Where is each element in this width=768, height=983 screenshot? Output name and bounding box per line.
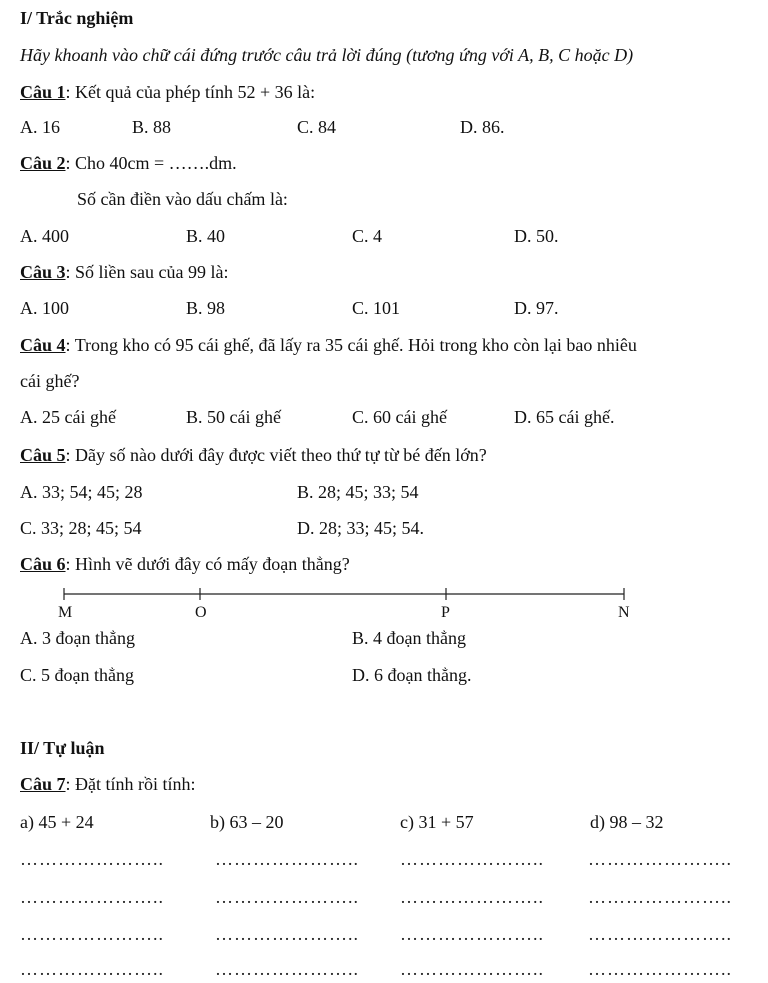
option-c[interactable]: C. 5 đoạn thẳng	[20, 665, 134, 685]
point-label-p: P	[441, 604, 450, 621]
answer-line[interactable]: …………………..	[400, 887, 544, 907]
answer-line[interactable]: …………………..	[20, 849, 164, 869]
question-label: Câu 6	[20, 554, 66, 574]
answer-line[interactable]: …………………..	[588, 959, 732, 979]
option-b[interactable]: B. 98	[186, 298, 226, 318]
option-b[interactable]: B. 88	[132, 117, 172, 137]
point-label-n: N	[618, 604, 630, 621]
answer-line[interactable]: …………………..	[215, 924, 359, 944]
option-d[interactable]: D. 50.	[514, 226, 559, 246]
point-label-o: O	[195, 604, 207, 621]
answer-line[interactable]: …………………..	[588, 849, 732, 869]
calc-item-d: d) 98 – 32	[590, 812, 664, 832]
question-text: : Cho 40cm = …….dm.	[65, 153, 237, 173]
option-c[interactable]: C. 33; 28; 45; 54	[20, 518, 142, 538]
option-a[interactable]: A. 3 đoạn thẳng	[20, 628, 135, 648]
option-b[interactable]: B. 50 cái ghế	[186, 407, 281, 427]
answer-line[interactable]: …………………..	[400, 849, 544, 869]
answer-line[interactable]: …………………..	[215, 887, 359, 907]
calc-item-a: a) 45 + 24	[20, 812, 94, 832]
section-title-essay: II/ Tự luận	[20, 738, 105, 758]
answer-line[interactable]: …………………..	[20, 924, 164, 944]
option-b[interactable]: B. 4 đoạn thẳng	[352, 628, 466, 648]
answer-line[interactable]: …………………..	[588, 924, 732, 944]
option-a[interactable]: A. 25 cái ghế	[20, 407, 116, 427]
question-label: Câu 7	[20, 774, 66, 794]
question-subtext: Số cần điền vào dấu chấm là:	[77, 189, 288, 209]
question-text: : Hình vẽ dưới đây có mấy đoạn thẳng?	[65, 554, 350, 574]
option-c[interactable]: C. 84	[297, 117, 337, 137]
question-text: : Số liền sau của 99 là:	[65, 262, 229, 282]
question-7	[20, 775, 196, 793]
question-label: Câu 2	[20, 153, 66, 173]
option-b[interactable]: B. 28; 45; 33; 54	[297, 482, 419, 502]
instructions: Hãy khoanh vào chữ cái đứng trước câu trả lời đúng (tương ứng với A, B, C hoặc D)	[20, 45, 634, 65]
question-label: Câu 1	[20, 82, 66, 102]
answer-line[interactable]: …………………..	[215, 959, 359, 979]
option-c[interactable]: C. 101	[352, 298, 401, 318]
answer-line[interactable]: …………………..	[20, 959, 164, 979]
answer-line[interactable]: …………………..	[588, 887, 732, 907]
section-title-multiple-choice: I/ Trắc nghiệm	[20, 8, 134, 28]
option-a[interactable]: A. 100	[20, 298, 69, 318]
option-d[interactable]: D. 28; 33; 45; 54.	[297, 518, 425, 538]
option-b[interactable]: B. 40	[186, 226, 226, 246]
question-text-continued: cái ghế?	[20, 371, 80, 391]
answer-line[interactable]: …………………..	[20, 887, 164, 907]
answer-line[interactable]: …………………..	[215, 849, 359, 869]
option-a[interactable]: A. 400	[20, 226, 69, 246]
answer-line[interactable]: …………………..	[400, 924, 544, 944]
question-text: : Kết quả của phép tính 52 + 36 là:	[65, 82, 316, 102]
option-d[interactable]: D. 97.	[514, 298, 559, 318]
question-label: Câu 5	[20, 445, 66, 465]
option-c[interactable]: C. 60 cái ghế	[352, 407, 447, 427]
question-label: Câu 3	[20, 262, 66, 282]
option-c[interactable]: C. 4	[352, 226, 383, 246]
answer-line[interactable]: …………………..	[400, 959, 544, 979]
option-d[interactable]: D. 86.	[460, 117, 505, 137]
option-d[interactable]: D. 6 đoạn thẳng.	[352, 665, 472, 685]
question-text: : Đặt tính rồi tính:	[65, 774, 196, 794]
option-a[interactable]: A. 16	[20, 117, 60, 137]
option-d[interactable]: D. 65 cái ghế.	[514, 407, 615, 427]
question-text: : Dãy số nào dưới đây được viết theo thứ tự từ bé đến lớn?	[65, 445, 487, 465]
option-a[interactable]: A. 33; 54; 45; 28	[20, 482, 143, 502]
calc-item-b: b) 63 – 20	[210, 812, 284, 832]
question-text: : Trong kho có 95 cái ghế, đã lấy ra 35 cái ghế. Hỏi trong kho còn lại bao nhiêu	[65, 335, 637, 355]
point-label-m: M	[58, 604, 73, 621]
calc-item-c: c) 31 + 57	[400, 812, 474, 832]
question-label: Câu 4	[20, 335, 66, 355]
